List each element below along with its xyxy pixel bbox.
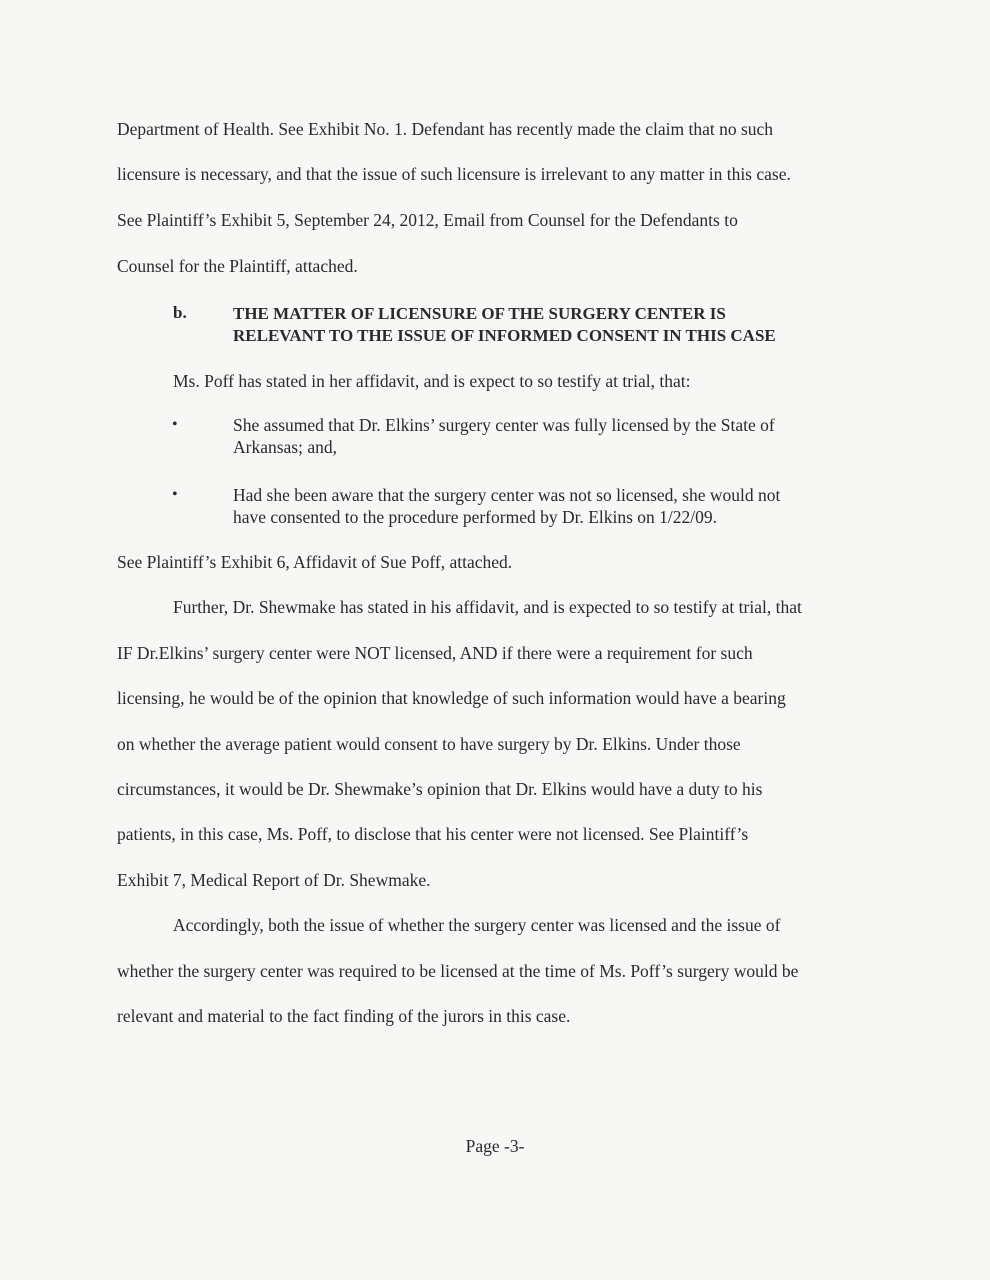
section-heading bbox=[233, 303, 776, 347]
conclusion-line-1: Accordingly, both the issue of whether the surgery center was licensed and the issue of bbox=[173, 915, 781, 935]
section-heading-line-1: THE MATTER OF LICENSURE OF THE SURGERY CENTER IS bbox=[233, 304, 726, 323]
shewmake-line-7: Exhibit 7, Medical Report of Dr. Shewmake. bbox=[117, 870, 431, 890]
conclusion-line-2: whether the surgery center was required to be licensed at the time of Ms. Poff’s surgery would be bbox=[117, 961, 799, 981]
bullet-item-2 bbox=[233, 484, 780, 528]
intro-line-3: See Plaintiff’s Exhibit 5, September 24, 2012, Email from Counsel for the Defendants to bbox=[117, 210, 738, 230]
section-heading-line-2: RELEVANT TO THE ISSUE OF INFORMED CONSENT IN THIS CASE bbox=[233, 326, 776, 345]
intro-line-4: Counsel for the Plaintiff, attached. bbox=[117, 256, 358, 276]
bullet-item-2-line-2: have consented to the procedure performed by Dr. Elkins on 1/22/09. bbox=[233, 507, 718, 527]
bullet-icon: • bbox=[172, 486, 178, 503]
shewmake-line-1: Further, Dr. Shewmake has stated in his affidavit, and is expected to so testify at trial, that bbox=[173, 597, 802, 617]
conclusion-line-3: relevant and material to the fact finding of the jurors in this case. bbox=[117, 1006, 571, 1026]
bullet-item-1-line-1: She assumed that Dr. Elkins’ surgery center was fully licensed by the State of bbox=[233, 415, 775, 435]
bullet-item-2-line-1: Had she been aware that the surgery center was not so licensed, she would not bbox=[233, 485, 781, 505]
shewmake-line-4: on whether the average patient would consent to have surgery by Dr. Elkins. Under those bbox=[117, 734, 741, 754]
bullet-icon: • bbox=[172, 416, 178, 433]
intro-line-2: licensure is necessary, and that the issue of such licensure is irrelevant to any matter in this case. bbox=[117, 164, 791, 184]
shewmake-line-6: patients, in this case, Ms. Poff, to disclose that his center were not licensed. See Plaintiff’s bbox=[117, 824, 749, 844]
shewmake-line-2: IF Dr.Elkins’ surgery center were NOT licensed, AND if there were a requirement for such bbox=[117, 643, 753, 663]
shewmake-line-3: licensing, he would be of the opinion that knowledge of such information would have a bearing bbox=[117, 688, 786, 708]
bullet-item-1 bbox=[233, 414, 775, 458]
shewmake-line-5: circumstances, it would be Dr. Shewmake’s opinion that Dr. Elkins would have a duty to his bbox=[117, 779, 763, 799]
bullet-item-1-line-2: Arkansas; and, bbox=[233, 437, 338, 457]
intro-line-1: Department of Health. See Exhibit No. 1. Defendant has recently made the claim that no such bbox=[117, 119, 774, 139]
section-label: b. bbox=[173, 303, 187, 322]
exhibit6-line: See Plaintiff’s Exhibit 6, Affidavit of Sue Poff, attached. bbox=[117, 552, 513, 572]
page-number: Page -3- bbox=[465, 1136, 525, 1156]
poff-statement: Ms. Poff has stated in her affidavit, and is expect to so testify at trial, that: bbox=[173, 371, 691, 391]
